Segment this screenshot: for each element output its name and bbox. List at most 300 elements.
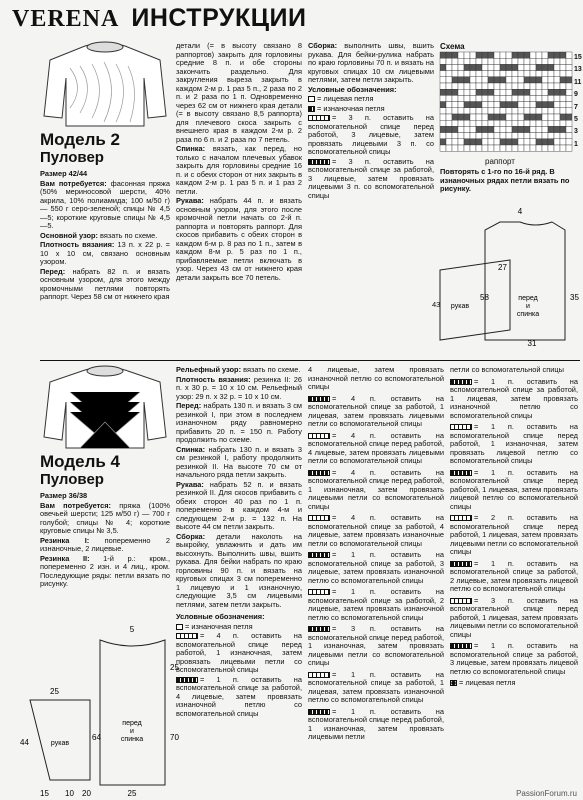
scheme-cell — [488, 102, 494, 108]
scheme-cell — [554, 126, 560, 132]
scheme-cell — [470, 133, 476, 139]
watermark-footer: PassionForum.ru — [516, 789, 577, 798]
scheme-cell — [530, 64, 536, 70]
cable-icon — [308, 626, 330, 632]
scheme-cell — [440, 102, 446, 108]
scheme-cell — [536, 64, 542, 70]
scheme-cell — [500, 95, 506, 101]
scheme-cell — [464, 126, 470, 132]
scheme-cell — [566, 71, 572, 77]
scheme-cell — [464, 71, 470, 77]
scheme-cell — [470, 52, 476, 58]
scheme-cell — [500, 139, 506, 145]
scheme-cell — [488, 108, 494, 114]
cable-icon — [450, 470, 472, 476]
scheme-cell — [530, 83, 536, 89]
scheme-cell — [482, 102, 488, 108]
scheme-cell — [458, 89, 464, 95]
scheme-cell — [548, 133, 554, 139]
scheme-cell — [530, 139, 536, 145]
scheme-cell — [524, 139, 530, 145]
scheme-cell — [536, 114, 542, 120]
scheme-cell — [500, 114, 506, 120]
scheme-cell — [464, 64, 470, 70]
scheme-cell — [458, 139, 464, 145]
scheme-cell — [452, 114, 458, 120]
scheme-cell — [440, 89, 446, 95]
scheme-cell — [506, 139, 512, 145]
scheme-cell — [470, 83, 476, 89]
purl-stitch-icon — [308, 106, 315, 112]
legend-entry: = 1 п. оставить на вспомогательной спице за работой, 2 лицевые, затем провязать лицевой петлю со вспомогательной спицы — [450, 558, 578, 593]
scheme-cell — [446, 89, 452, 95]
scheme-cell — [518, 71, 524, 77]
model4-sweater-illustration — [40, 362, 170, 450]
legend-entry: петли со вспомогательной спицы — [450, 365, 564, 374]
scheme-cell — [470, 139, 476, 145]
cable-icon — [308, 396, 330, 402]
scheme-cell — [440, 114, 446, 120]
scheme-cell — [476, 126, 482, 132]
scheme-cell — [542, 114, 548, 120]
scheme-cell — [488, 145, 494, 151]
scheme-cell — [494, 120, 500, 126]
model4-column-3 — [308, 366, 444, 745]
scheme-cell — [548, 139, 554, 145]
scheme-cell — [530, 77, 536, 83]
scheme-cell — [512, 77, 518, 83]
scheme-cell — [488, 114, 494, 120]
cable-icon — [450, 598, 472, 604]
cable-icon — [308, 709, 330, 715]
scheme-cell — [560, 95, 566, 101]
rapport-label: раппорт — [485, 157, 515, 166]
scheme-cell — [458, 120, 464, 126]
knit-stitch-icon — [450, 680, 457, 686]
scheme-cell — [518, 114, 524, 120]
scheme-cell — [446, 58, 452, 64]
legend-entry: = 1 п. оставить на вспомогательной спице за работой, 1 лицевая, затем провязать изнаночной петлю со вспомогательной спицы — [308, 669, 444, 704]
scheme-cell — [554, 120, 560, 126]
scheme-cell — [458, 83, 464, 89]
scheme-cell — [524, 77, 530, 83]
scheme-cell — [488, 71, 494, 77]
model4-materials: Вам потребуется: пряжа (100% овечьей шерсти; 125 м/50 г) — 700 г голубой; спицы № 4; короткие круговые спицы № 3,5. — [40, 500, 171, 535]
scheme-cell — [512, 95, 518, 101]
scheme-cell — [542, 139, 548, 145]
scheme-cell — [554, 139, 560, 145]
scheme-cell — [458, 145, 464, 151]
scheme-cell — [500, 108, 506, 114]
scheme-cell — [452, 133, 458, 139]
scheme-cell — [530, 126, 536, 132]
scheme-cell — [476, 64, 482, 70]
svg-text:27: 27 — [498, 263, 507, 272]
scheme-cell — [488, 77, 494, 83]
scheme-cell — [482, 83, 488, 89]
repeat-note: Повторять с 1-го по 16-й ряд. В изнаночных рядах петли вязать по рисунку. — [440, 167, 570, 193]
legend-entry: = 1 п. оставить на вспомогательной спице за работой, 1 лицевая, затем провязать изнаночной петлю со вспомогательной спицы — [450, 376, 578, 420]
scheme-cell — [470, 126, 476, 132]
scheme-cell — [440, 83, 446, 89]
model2-column-1 — [40, 130, 170, 303]
scheme-cell — [458, 126, 464, 132]
legend-entry: = 1 п. оставить на вспомогательной спице перед работой, 1 изнаночная, затем провязать лицевой петлю со вспомогательной спицы — [450, 422, 578, 465]
legend-entry: = 4 п. оставить на вспомогательной спице за работой, 4 лицевые, затем провязать изнаночные петли со вспомогательной спицы — [308, 513, 444, 548]
scheme-cell — [542, 83, 548, 89]
scheme-cell — [536, 102, 542, 108]
scheme-cell — [548, 145, 554, 151]
scheme-cell — [506, 89, 512, 95]
scheme-cell — [506, 126, 512, 132]
svg-text:35: 35 — [570, 293, 579, 302]
scheme-cell — [500, 58, 506, 64]
legend-entry: = 4 п. оставить на вспомогательной спице перед работой, 1 изнаночная, затем провязать лицевыми петли со вспомогательной спицы — [308, 467, 444, 511]
model4-assembly: Сборка: детали наколоть на выкройку, увлажнить и дать им высохнуть. Выполнить швы, вшить рукава. Для бейки набрать по краю горловины 90 п. и вязать на круговых спицах 3 см попеременно 1 лицевую и 1 изнаночную, следующие 3,5 см лицевыми петлями, затем петли закрыть. — [176, 531, 302, 609]
scheme-cell — [536, 58, 542, 64]
scheme-cell — [476, 108, 482, 114]
model2-sweater-illustration — [40, 38, 170, 128]
knitting-scheme-grid — [440, 52, 580, 157]
scheme-cell — [518, 83, 524, 89]
legend-entry: = 1 п. оставить на вспомогательной спице за работой, 2 лицевые, затем провязать изнаночной петлю со вспомогательной спицы — [308, 587, 444, 622]
model4-legend-a0: = изнаночная петля — [176, 623, 302, 632]
model2-back: Спинка: вязать, как перед, но только с началом плечевых убавок закрыть для горловины средние 16 п. и с обеих сторон от них закрыть в каждом 2-м р. 1 раз 5 п. и 1 раз 2 петли. — [176, 144, 302, 196]
scheme-cell — [542, 58, 548, 64]
scheme-cell — [494, 64, 500, 70]
scheme-cell — [458, 71, 464, 77]
svg-text:спинка: спинка — [120, 736, 144, 743]
model4-column-1 — [40, 452, 170, 590]
scheme-cell — [566, 102, 572, 108]
scheme-cell — [446, 77, 452, 83]
scheme-cell — [542, 126, 548, 132]
scheme-cell — [518, 58, 524, 64]
scheme-cell — [554, 58, 560, 64]
scheme-cell — [488, 120, 494, 126]
scheme-cell — [476, 102, 482, 108]
cable-icon — [308, 470, 330, 476]
cable-front-icon — [308, 115, 330, 121]
svg-text:рукав: рукав — [50, 740, 70, 747]
scheme-cell — [452, 126, 458, 132]
scheme-cell — [530, 52, 536, 58]
scheme-cell — [530, 114, 536, 120]
scheme-cell — [464, 95, 470, 101]
scheme-cell — [566, 114, 572, 120]
legend-entry: = 3 п. оставить на вспомогательной спице перед работой, 1 изнаночная, затем провязать лицевыми петли со вспомогательной спицы — [308, 624, 444, 667]
scheme-cell — [494, 102, 500, 108]
scheme-cell — [566, 77, 572, 83]
scheme-cell — [452, 71, 458, 77]
cable-icon — [308, 433, 330, 439]
scheme-cell — [494, 58, 500, 64]
scheme-cell — [566, 108, 572, 114]
scheme-cell — [506, 102, 512, 108]
svg-text:15: 15 — [40, 789, 49, 798]
scheme-cell — [536, 83, 542, 89]
cable-icon — [308, 589, 330, 595]
model2-legend-title: Условные обозначения: — [308, 84, 397, 94]
scheme-cell — [548, 71, 554, 77]
scheme-cell — [536, 145, 542, 151]
scheme-cell — [464, 77, 470, 83]
scheme-cell — [476, 52, 482, 58]
scheme-cell — [482, 77, 488, 83]
scheme-cell — [482, 120, 488, 126]
scheme-cell — [530, 58, 536, 64]
scheme-cell — [566, 95, 572, 101]
scheme-cell — [482, 145, 488, 151]
scheme-cell — [536, 71, 542, 77]
model2-size: Размер 42/44 — [40, 169, 88, 178]
scheme-cell — [500, 52, 506, 58]
scheme-cell — [494, 126, 500, 132]
scheme-cell — [512, 89, 518, 95]
scheme-cell — [548, 126, 554, 132]
scheme-row-number: 7 — [574, 103, 578, 111]
scheme-cell — [512, 108, 518, 114]
scheme-cell — [470, 95, 476, 101]
model2-legend-knit: = лицевая петля — [308, 95, 434, 104]
scheme-cell — [548, 120, 554, 126]
scheme-cell — [470, 120, 476, 126]
scheme-cell — [494, 108, 500, 114]
scheme-cell — [446, 114, 452, 120]
legend-entry: = 3 п. оставить на вспомогательной спице перед работой, 1 лицевая, затем провязать лицевыми петли со вспомогательной спицы — [450, 595, 578, 639]
scheme-cell — [500, 83, 506, 89]
scheme-cell — [506, 77, 512, 83]
scheme-cell — [464, 52, 470, 58]
scheme-cell — [446, 139, 452, 145]
model4-column-4 — [450, 366, 578, 691]
scheme-cell — [530, 102, 536, 108]
scheme-cell — [446, 133, 452, 139]
scheme-cell — [488, 58, 494, 64]
scheme-cell — [470, 58, 476, 64]
legend-entry: 4 лицевые, затем провязать изнаночной петлю со вспомогательной спицы — [308, 365, 444, 391]
scheme-cell — [524, 64, 530, 70]
scheme-cell — [524, 145, 530, 151]
scheme-cell — [524, 71, 530, 77]
scheme-cell — [452, 83, 458, 89]
brand-logo: VERENA — [12, 6, 120, 32]
scheme-cell — [488, 126, 494, 132]
scheme-cell — [452, 64, 458, 70]
scheme-cell — [446, 126, 452, 132]
scheme-cell — [560, 139, 566, 145]
scheme-cell — [530, 120, 536, 126]
scheme-cell — [446, 120, 452, 126]
scheme-cell — [560, 102, 566, 108]
model4-front: Перед: набрать 130 п. и вязать 3 см резинкой I, при этом в последнем изнаночном ряду равномерно прибавить 20 п. = 150 п. Работу продолжить по схеме. — [176, 401, 302, 444]
legend-entry: = 4 п. оставить на вспомогательной спице за работой, 1 лицевая, затем провязать лицевыми петли со вспомогательной спицы — [308, 393, 444, 428]
svg-text:64: 64 — [92, 733, 101, 742]
svg-text:рукав: рукав — [450, 303, 470, 310]
cable-icon — [450, 561, 472, 567]
scheme-cell — [470, 145, 476, 151]
scheme-cell — [554, 102, 560, 108]
scheme-cell — [488, 133, 494, 139]
model2-title: Модель 2 — [40, 130, 120, 149]
scheme-cell — [548, 83, 554, 89]
cable-icon — [450, 515, 472, 521]
scheme-cell — [500, 71, 506, 77]
scheme-cell — [464, 102, 470, 108]
model4-density: Плотность вязания: резинка II: 26 п. х 30 р. = 10 х 10 см. Рельефный узор: 29 п. х 32 р. = 10 х 10 см. — [176, 374, 302, 401]
scheme-cell — [530, 108, 536, 114]
scheme-cell — [542, 145, 548, 151]
scheme-cell — [446, 83, 452, 89]
scheme-cell — [554, 71, 560, 77]
scheme-cell — [494, 52, 500, 58]
scheme-cell — [518, 139, 524, 145]
scheme-cell — [518, 95, 524, 101]
scheme-cell — [482, 95, 488, 101]
scheme-cell — [440, 58, 446, 64]
scheme-cell — [476, 58, 482, 64]
scheme-cell — [470, 108, 476, 114]
model4-back: Спинка: набрать 130 п. и вязать 3 см резинкой I, работу продолжить резинкой II. На высоте 70 см от начального ряда петли закрыть. — [176, 444, 302, 479]
scheme-cell — [458, 77, 464, 83]
scheme-cell — [554, 145, 560, 151]
scheme-cell — [518, 89, 524, 95]
scheme-cell — [524, 108, 530, 114]
scheme-cell — [548, 114, 554, 120]
model2-density: Плотность вязания: 13 п. х 22 р. = 10 х 10 см, связано основным узором. — [40, 240, 171, 266]
scheme-cell — [506, 114, 512, 120]
scheme-cell — [506, 52, 512, 58]
svg-text:25: 25 — [127, 789, 137, 798]
scheme-cell — [512, 114, 518, 120]
scheme-cell — [494, 114, 500, 120]
scheme-cell — [440, 145, 446, 151]
scheme-cell — [542, 89, 548, 95]
scheme-cell — [536, 108, 542, 114]
scheme-cell — [512, 83, 518, 89]
scheme-cell — [554, 95, 560, 101]
scheme-cell — [452, 58, 458, 64]
scheme-cell — [560, 114, 566, 120]
cable-icon — [308, 672, 330, 678]
scheme-cell — [458, 133, 464, 139]
section-divider — [40, 360, 580, 361]
scheme-cell — [506, 83, 512, 89]
scheme-cell — [458, 58, 464, 64]
scheme-cell — [530, 133, 536, 139]
scheme-cell — [548, 52, 554, 58]
scheme-cell — [506, 71, 512, 77]
scheme-cell — [464, 139, 470, 145]
scheme-cell — [524, 89, 530, 95]
model4-relief: Рельефный узор: вязать по схеме. — [176, 365, 301, 374]
scheme-cell — [452, 120, 458, 126]
svg-text:20: 20 — [82, 789, 91, 798]
scheme-cell — [476, 133, 482, 139]
scheme-cell — [440, 64, 446, 70]
scheme-cell — [566, 120, 572, 126]
scheme-cell — [500, 77, 506, 83]
scheme-cell — [506, 64, 512, 70]
scheme-cell — [482, 58, 488, 64]
scheme-cell — [476, 95, 482, 101]
scheme-cell — [500, 64, 506, 70]
scheme-cell — [482, 64, 488, 70]
scheme-cell — [488, 64, 494, 70]
scheme-cell — [518, 108, 524, 114]
scheme-cell — [458, 102, 464, 108]
scheme-cell — [446, 71, 452, 77]
scheme-cell — [440, 108, 446, 114]
scheme-cell — [566, 64, 572, 70]
cable-icon — [176, 633, 198, 639]
scheme-row-number: 13 — [574, 66, 582, 74]
scheme-cell — [476, 114, 482, 120]
scheme-cell — [440, 95, 446, 101]
scheme-cell — [542, 108, 548, 114]
scheme-cell — [476, 120, 482, 126]
scheme-cell — [440, 133, 446, 139]
scheme-cell — [566, 139, 572, 145]
scheme-cell — [458, 95, 464, 101]
scheme-cell — [542, 64, 548, 70]
scheme-cell — [512, 102, 518, 108]
scheme-cell — [470, 114, 476, 120]
scheme-cell — [554, 83, 560, 89]
scheme-cell — [446, 108, 452, 114]
scheme-cell — [560, 58, 566, 64]
scheme-cell — [524, 83, 530, 89]
scheme-row-number: 9 — [574, 91, 578, 99]
scheme-cell — [512, 120, 518, 126]
scheme-cell — [554, 52, 560, 58]
scheme-cell — [488, 52, 494, 58]
scheme-cell — [518, 126, 524, 132]
scheme-cell — [560, 83, 566, 89]
scheme-cell — [560, 64, 566, 70]
model2-legend-cable-front: = 3 п. оставить на вспомогательной спице перед работой, 3 лицевые, затем провязать лицевыми 3 п. со вспомогательной спицы — [308, 113, 434, 156]
scheme-cell — [488, 139, 494, 145]
scheme-cell — [452, 108, 458, 114]
scheme-cell — [500, 120, 506, 126]
scheme-cell — [476, 139, 482, 145]
svg-text:25: 25 — [50, 687, 59, 696]
scheme-cell — [560, 120, 566, 126]
scheme-cell — [470, 89, 476, 95]
scheme-cell — [482, 89, 488, 95]
scheme-row-number: 1 — [574, 140, 578, 148]
model2-pattern-diagram — [440, 200, 580, 348]
scheme-cell — [458, 114, 464, 120]
scheme-cell — [452, 145, 458, 151]
model2-column-3 — [308, 42, 434, 201]
scheme-cell — [464, 83, 470, 89]
scheme-cell — [530, 95, 536, 101]
page-title: ИНСТРУКЦИИ — [131, 4, 307, 32]
scheme-cell — [536, 89, 542, 95]
svg-text:70: 70 — [170, 733, 179, 742]
scheme-cell — [542, 120, 548, 126]
svg-text:44: 44 — [20, 738, 29, 747]
scheme-cell — [536, 126, 542, 132]
legend-entry: = 1 п. оставить на вспомогательной спице за работой, 3 лицевые, затем провязать изнаночной петлю со вспомогательной спицы — [308, 550, 444, 585]
scheme-cell — [560, 133, 566, 139]
cable-icon — [450, 379, 472, 385]
scheme-cell — [518, 102, 524, 108]
scheme-cell — [506, 95, 512, 101]
model4-rib2: Резинка II: 1-й р.: кром., попеременно 2 изн. и 4 лиц., кром. Последующие ряды: петли вязать по рисунку. — [40, 553, 170, 588]
scheme-cell — [548, 77, 554, 83]
